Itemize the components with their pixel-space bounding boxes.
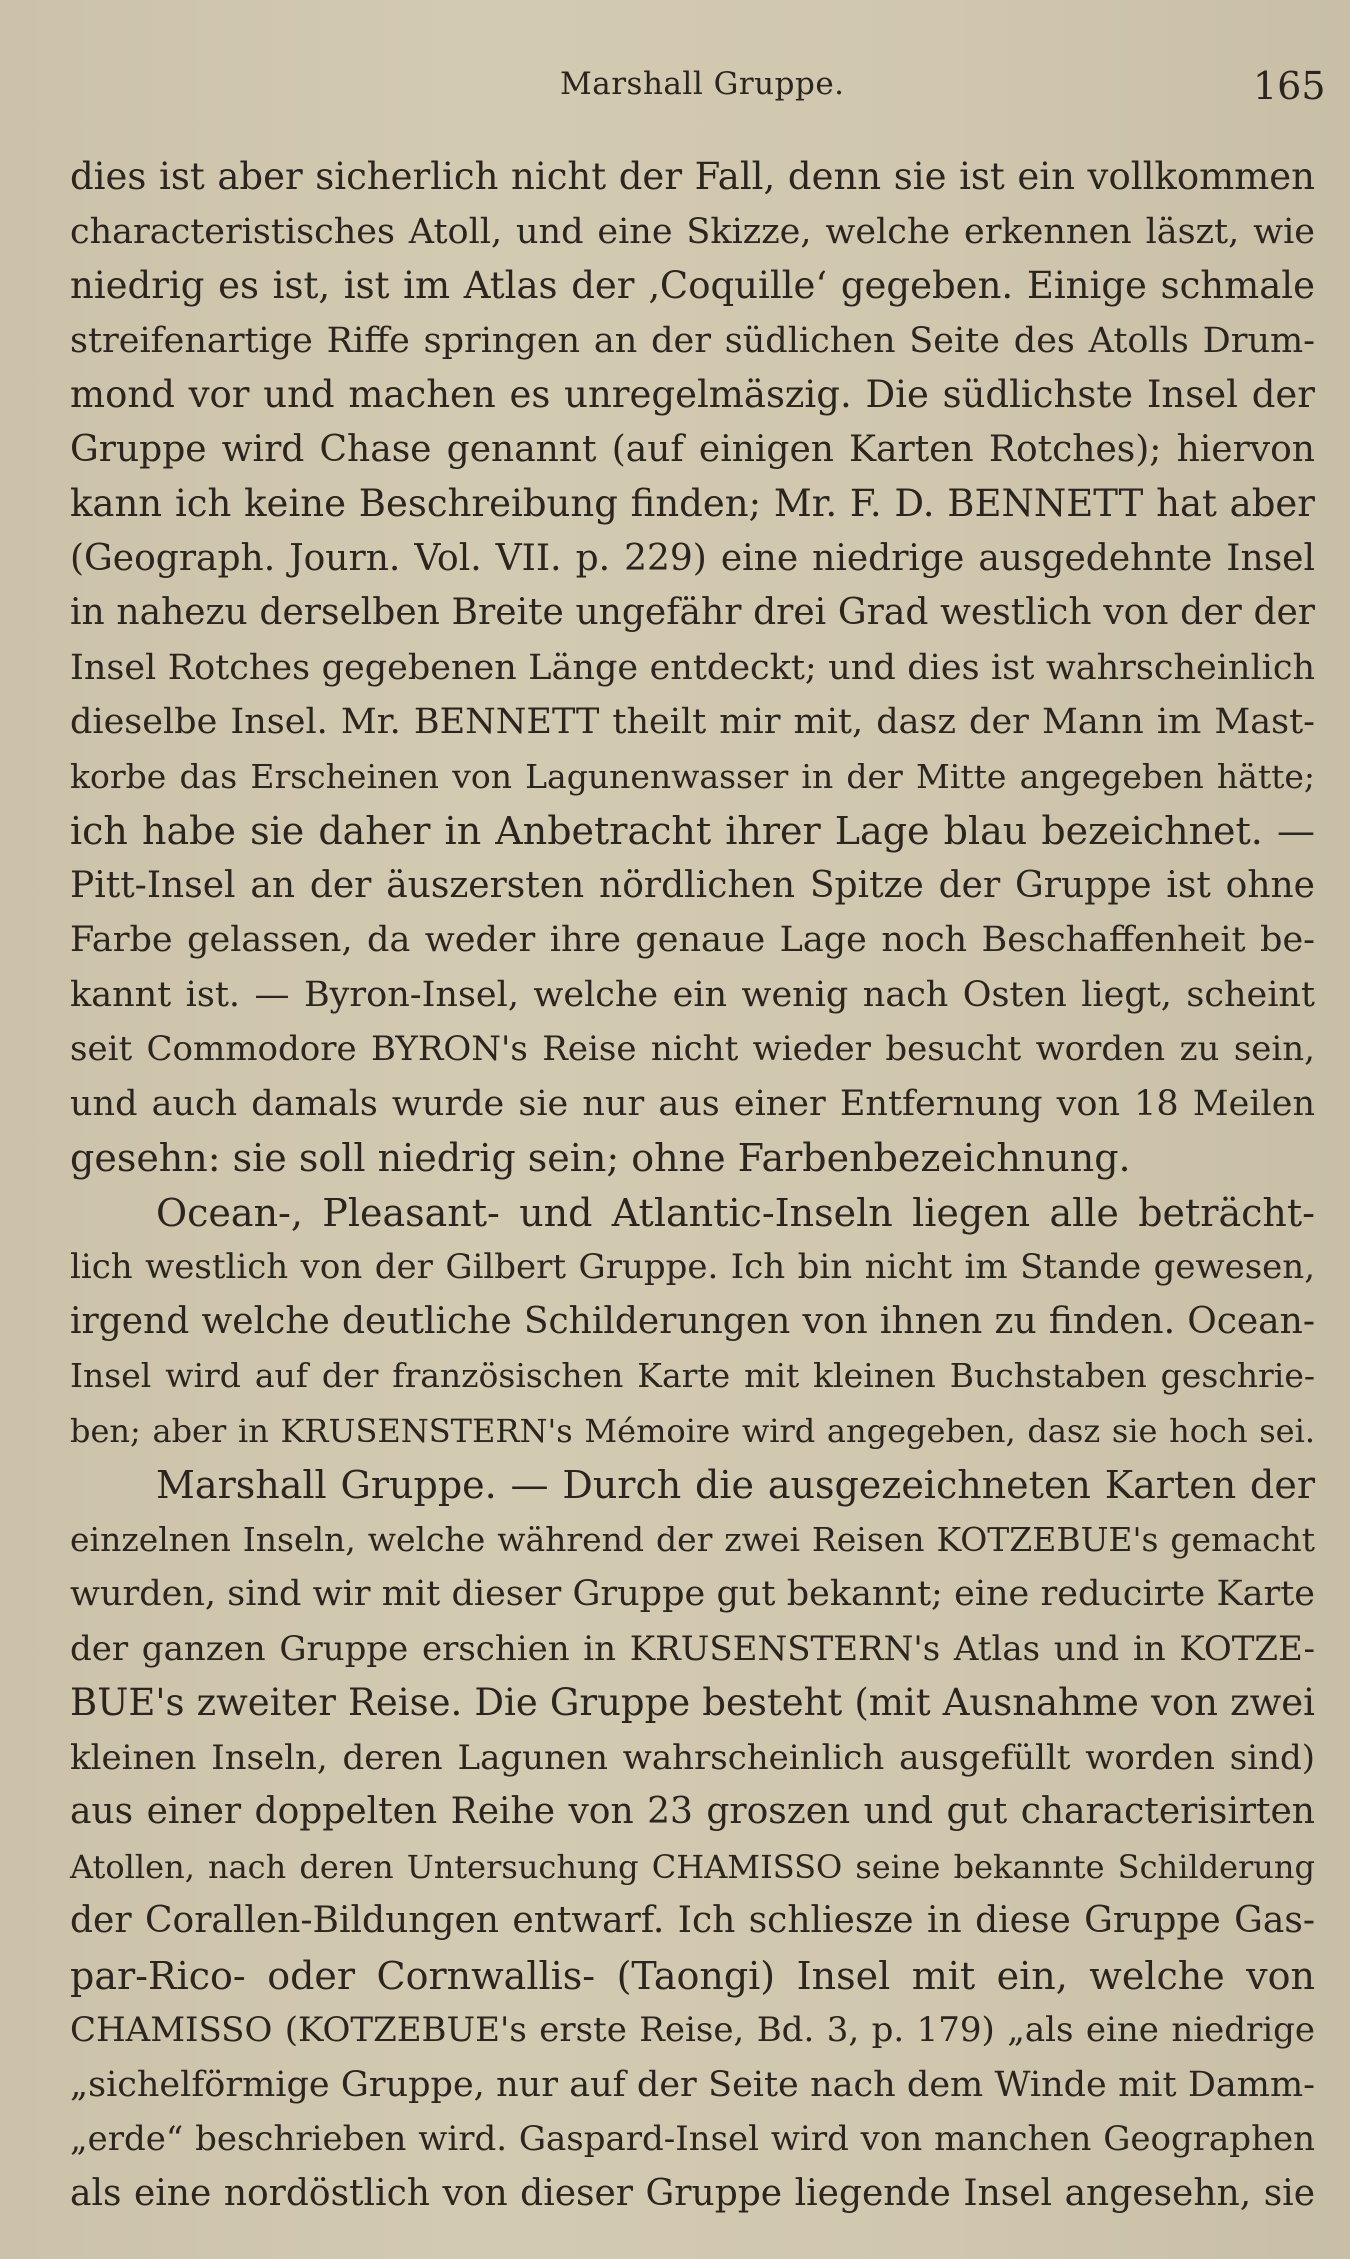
text-line: CHAMISSO (KOTZEBUE's erste Reise, Bd. 3, p. 179) „als eine niedrige: [70, 2010, 1315, 2050]
text-line: seit Commodore BYRON's Reise nicht wieder besucht worden zu sein,: [70, 1029, 1315, 1069]
text-line: Farbe gelassen, da weder ihre genaue Lage noch Beschaffenheit be-: [70, 920, 1315, 960]
text-line: gesehn: sie soll niedrig sein; ohne Farbenbezeichnung.: [70, 1136, 1131, 1180]
paragraph-start-line: Ocean-, Pleasant- und Atlantic-Inseln liegen alle beträcht-: [156, 1190, 1315, 1235]
text-line: Pitt-Insel an der äuszersten nördlichen Spitze der Gruppe ist ohne: [70, 864, 1315, 906]
text-line: lich westlich von der Gilbert Gruppe. Ich bin nicht im Stande gewesen,: [70, 1247, 1315, 1287]
text-line: BUE's zweiter Reise. Die Gruppe besteht (mit Ausnahme von zwei: [70, 1681, 1315, 1724]
text-line: in nahezu derselben Breite ungefähr drei Grad westlich von der der: [70, 592, 1315, 633]
text-line: ben; aber in KRUSENSTERN's Mémoire wird angegeben, dasz sie hoch sei.: [70, 1411, 1315, 1450]
text-line: ich habe sie daher in Anbetracht ihrer Lage blau bezeichnet. —: [70, 809, 1315, 853]
text-line: wurden, sind wir mit dieser Gruppe gut bekannt; eine reducirte Karte: [70, 1574, 1315, 1614]
text-line: als eine nordöstlich von dieser Gruppe liegende Insel angesehn, sie: [70, 2172, 1315, 2214]
text-line: Insel wird auf der französischen Karte mit kleinen Buchstaben geschrie-: [70, 1356, 1315, 1395]
text-line: (Geograph. Journ. Vol. VII. p. 229) eine niedrige ausgedehnte Insel: [70, 537, 1315, 579]
text-line: und auch damals wurde sie nur aus einer Entfernung von 18 Meilen: [70, 1083, 1315, 1124]
page-header: [0, 66, 1350, 116]
running-title: Marshall Gruppe.: [560, 66, 845, 102]
text-line: korbe das Erscheinen von Lagunenwasser in der Mitte angegeben hätte;: [70, 756, 1315, 796]
text-line: Atollen, nach deren Untersuchung CHAMISSO seine bekannte Schilderung: [70, 1847, 1315, 1886]
text-line: der ganzen Gruppe erschien in KRUSENSTERN's Atlas und in KOTZE-: [70, 1628, 1315, 1669]
body-text: [70, 150, 1315, 2221]
text-line: der Corallen-Bildungen entwarf. Ich schliesze in diese Gruppe Gas-: [70, 1900, 1315, 1941]
text-line: irgend welche deutliche Schilderungen von ihnen zu finden. Ocean-: [70, 1300, 1315, 1342]
text-line: streifenartige Riffe springen an der südlichen Seite des Atolls Drum-: [70, 320, 1315, 361]
text-line: „erde“ beschrieben wird. Gaspard-Insel wird von manchen Geographen: [70, 2119, 1315, 2159]
page-number: 165: [1253, 64, 1326, 108]
text-line: characteristisches Atoll, und eine Skizze, welche erkennen läszt, wie: [70, 211, 1315, 252]
text-line: einzelnen Inseln, welche während der zwei Reisen KOTZEBUE's gemacht: [70, 1519, 1315, 1559]
text-line: par-Rico- oder Cornwallis- (Taongi) Insel mit ein, welche von: [70, 1953, 1315, 1998]
text-line: kann ich keine Beschreibung finden; Mr. F. D. BENNETT hat aber: [70, 482, 1315, 525]
text-line: „sichelförmige Gruppe, nur auf der Seite nach dem Winde mit Damm-: [70, 2064, 1315, 2105]
text-line: niedrig es ist, ist im Atlas der ‚Coquille‘ gegeben. Einige schmale: [70, 264, 1315, 307]
text-line: kannt ist. — Byron-Insel, welche ein wenig nach Osten liegt, scheint: [70, 974, 1315, 1015]
text-line: dies ist aber sicherlich nicht der Fall, denn sie ist ein vollkommen: [70, 155, 1315, 198]
text-line: Insel Rotches gegebenen Länge entdeckt; und dies ist wahrscheinlich: [70, 647, 1315, 688]
section-start-line: Marshall Gruppe. — Durch die ausgezeichneten Karten der: [156, 1463, 1315, 1507]
text-line: aus einer doppelten Reihe von 23 groszen und gut characterisirten: [70, 1791, 1315, 1832]
text-line: kleinen Inseln, deren Lagunen wahrscheinlich ausgefüllt worden sind): [70, 1737, 1315, 1778]
text-line: mond vor und machen es unregelmäszig. Die südlichste Insel der: [70, 373, 1315, 416]
text-line: dieselbe Insel. Mr. BENNETT theilt mir mit, dasz der Mann im Mast-: [70, 702, 1315, 742]
text-line: Gruppe wird Chase genannt (auf einigen Karten Rotches); hiervon: [70, 428, 1315, 470]
